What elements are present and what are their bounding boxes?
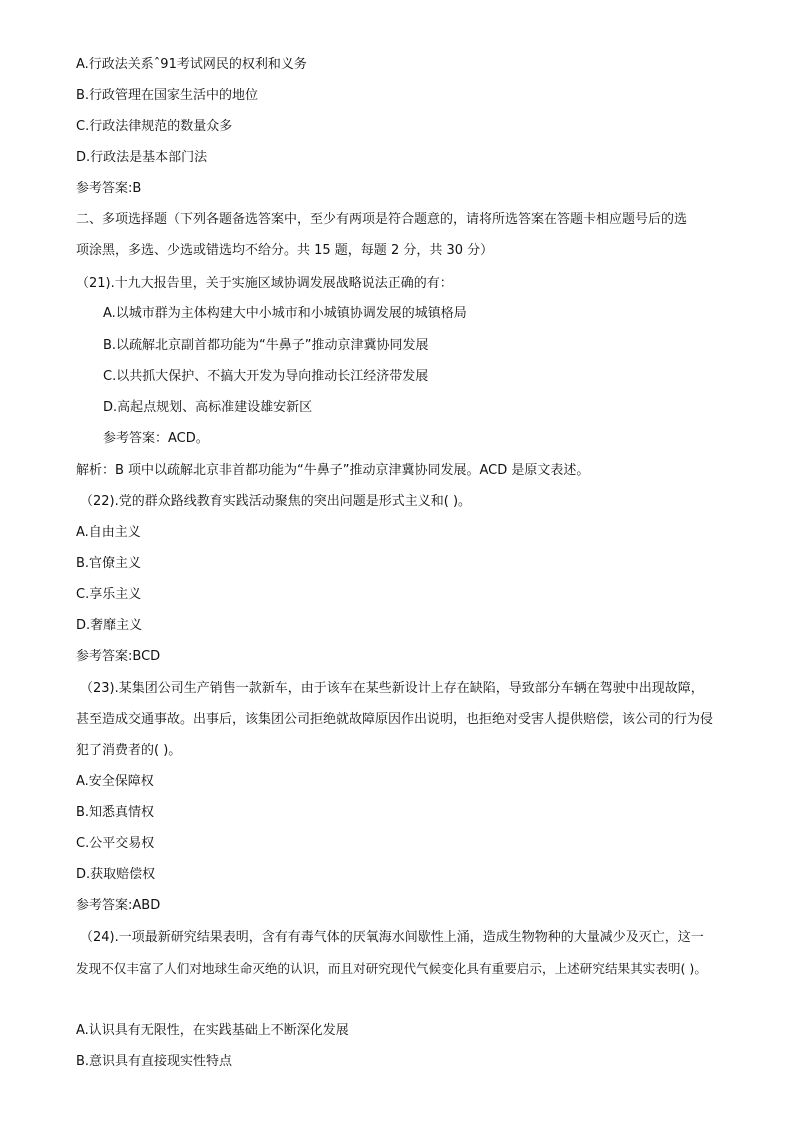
section2-header-line1: 二、多项选择题（下列各题备选答案中，至少有两项是符合题意的，请将所选答案在答题卡相应题号后的选 [76,212,688,227]
q23-option-c: C.公平交易权 [76,836,155,851]
section2-header-line2: 项涂黑，多选、少选或错选均不给分。共 15 题，每题 2 分，共 30 分） [76,243,494,258]
q24-stem-line1: （24).一项最新研究结果表明，含有有毒气体的厌氧海水间歇性上涌，造成生物物种的大量减少及灭亡，这一 [80,930,704,945]
q21-answer: 参考答案：ACD。 [103,431,209,446]
q24-stem-line2: 发现不仅丰富了人们对地球生命灭绝的认识，而且对研究现代气候变化具有重要启示，上述研究结果其实表明( )。 [76,961,707,976]
q20-answer: 参考答案:B [76,181,142,196]
q22-option-d: D.奢靡主义 [76,618,143,633]
q21-option-b: B.以疏解北京副首都功能为“牛鼻子”推动京津冀协同发展 [103,338,429,353]
q24-option-a: A.认识具有无限性，在实践基础上不断深化发展 [76,1023,349,1038]
q23-stem-line2: 甚至造成交通事故。出事后，该集团公司拒绝就故障原因作出说明，也拒绝对受害人提供赔偿，该公司的行为侵 [76,712,714,727]
q21-option-a: A.以城市群为主体构建大中小城市和小城镇协调发展的城镇格局 [103,306,467,321]
q23-option-d: D.获取赔偿权 [76,867,156,882]
q20-option-a: A.行政法关系ˆ91考试网民的权利和义务 [76,57,307,72]
q21-option-d: D.高起点规划、高标准建设雄安新区 [103,400,313,415]
q21-analysis: 解析：B 项中以疏解北京非首都功能为“牛鼻子”推动京津冀协同发展。ACD 是原文表述。 [76,463,590,478]
q24-option-b: B.意识具有直接现实性特点 [76,1054,233,1069]
q23-stem-line3: 犯了消费者的( )。 [76,743,182,758]
q21-stem: （21).十九大报告里，关于实施区域协调发展战略说法正确的有： [76,276,453,291]
q21-option-c: C.以共抓大保护、不搞大开发为导向推动长江经济带发展 [103,369,429,384]
q22-option-c: C.享乐主义 [76,587,142,602]
q22-answer: 参考答案:BCD [76,649,161,664]
q23-answer: 参考答案:ABD [76,898,161,913]
q23-stem-line1: （23).某集团公司生产销售一款新车，由于该车在某些新设计上存在缺陷，导致部分车辆在驾驶中出现故障， [80,681,704,696]
q20-option-c: C.行政法律规范的数量众多 [76,119,233,134]
q22-option-b: B.官僚主义 [76,556,142,571]
q22-stem: （22).党的群众路线教育实践活动聚焦的突出问题是形式主义和( )。 [80,494,472,509]
q23-option-a: A.安全保障权 [76,774,154,789]
q22-option-a: A.自由主义 [76,525,141,540]
q20-option-b: B.行政管理在国家生活中的地位 [76,88,259,103]
q23-option-b: B.知悉真情权 [76,805,155,820]
q20-option-d: D.行政法是基本部门法 [76,150,208,165]
